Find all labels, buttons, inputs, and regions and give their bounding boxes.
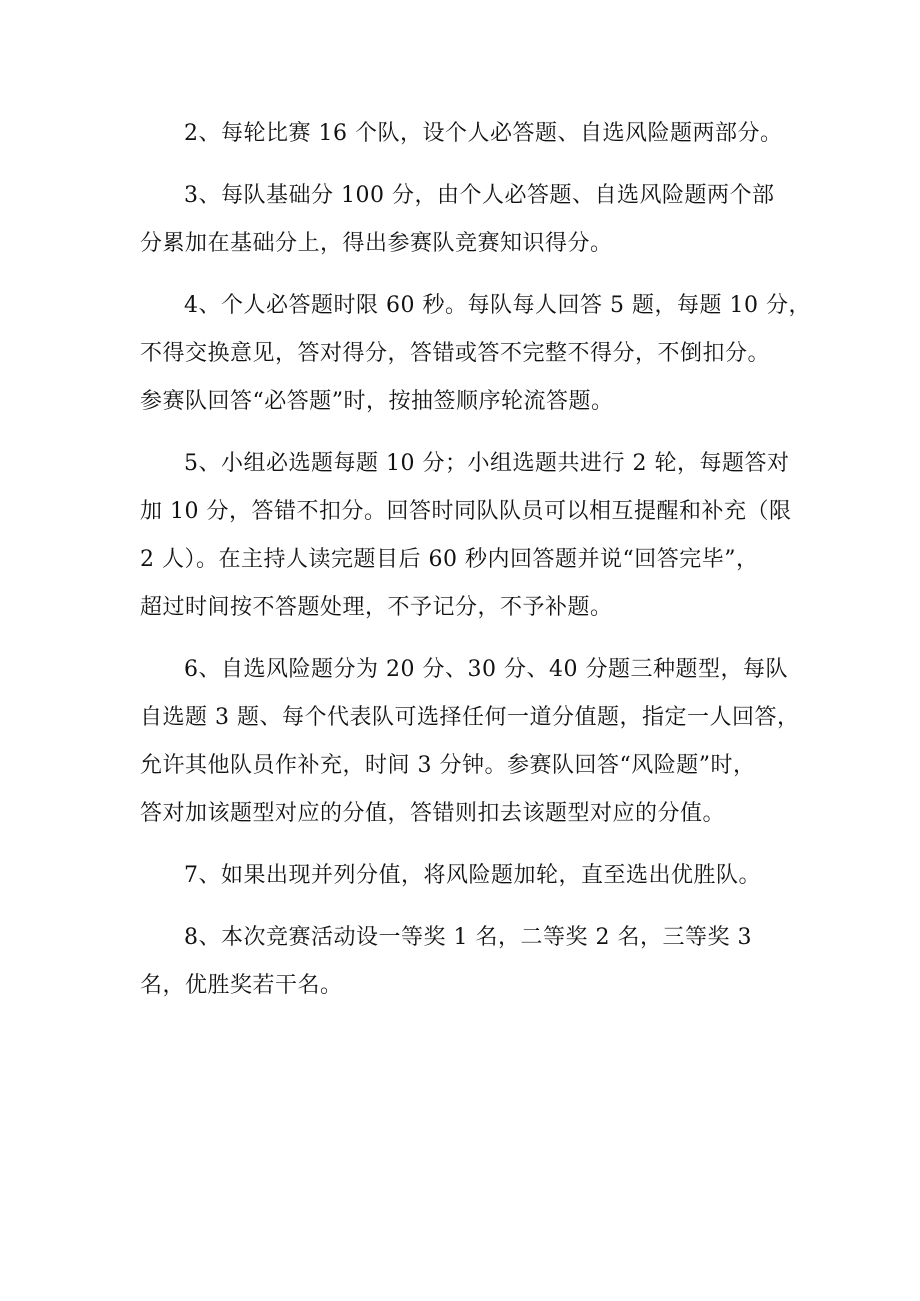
paragraph-rule-5: [140, 440, 804, 632]
text-line: 4、个人必答题时限 60 秒。每队每人回答 5 题，每题 10 分，: [184, 293, 811, 318]
paragraph-rule-6: [140, 646, 804, 838]
paragraph-rule-3: [140, 172, 804, 268]
text-line: 参赛队回答“必答题”时，按抽签顺序轮流答题。: [140, 389, 614, 414]
text-line: 自选题 3 题、每个代表队可选择任何一道分值题，指定一人回答，: [140, 705, 800, 730]
text-line: 名，优胜奖若干名。: [140, 973, 343, 998]
text-line: 7、如果出现并列分值，将风险题加轮，直至选出优胜队。: [184, 863, 761, 888]
paragraph-rule-4: [140, 282, 811, 426]
text-line: 超过时间按不答题处理，不予记分，不予补题。: [140, 595, 613, 620]
paragraph-rule-7: [140, 852, 804, 900]
text-line: 6、自选风险题分为 20 分、30 分、40 分题三种题型，每队: [184, 657, 788, 682]
paragraph-rule-2: [140, 110, 804, 158]
paragraph-rule-8: [140, 914, 804, 1010]
text-line: 5、小组必选题每题 10 分；小组选题共进行 2 轮，每题答对: [184, 451, 790, 476]
text-line: 允许其他队员作补充，时间 3 分钟。参赛队回答“风险题”时，: [140, 753, 756, 778]
text-line: 加 10 分，答错不扣分。回答时同队队员可以相互提醒和补充（限: [140, 499, 792, 524]
text-line: 3、每队基础分 100 分，由个人必答题、自选风险题两个部: [184, 183, 775, 208]
document-body: [140, 110, 811, 1024]
text-line: 2 人）。在主持人读完题目后 60 秒内回答题并说“回答完毕”，: [140, 547, 759, 572]
text-line: 2、每轮比赛 16 个队，设个人必答题、自选风险题两部分。: [184, 121, 783, 146]
text-line: 答对加该题型对应的分值，答错则扣去该题型对应的分值。: [140, 801, 726, 826]
text-line: 8、本次竞赛活动设一等奖 1 名，二等奖 2 名，三等奖 3: [184, 925, 752, 950]
text-line: 不得交换意见，答对得分，答错或答不完整不得分，不倒扣分。: [140, 341, 771, 366]
text-line: 分累加在基础分上，得出参赛队竞赛知识得分。: [140, 231, 613, 256]
